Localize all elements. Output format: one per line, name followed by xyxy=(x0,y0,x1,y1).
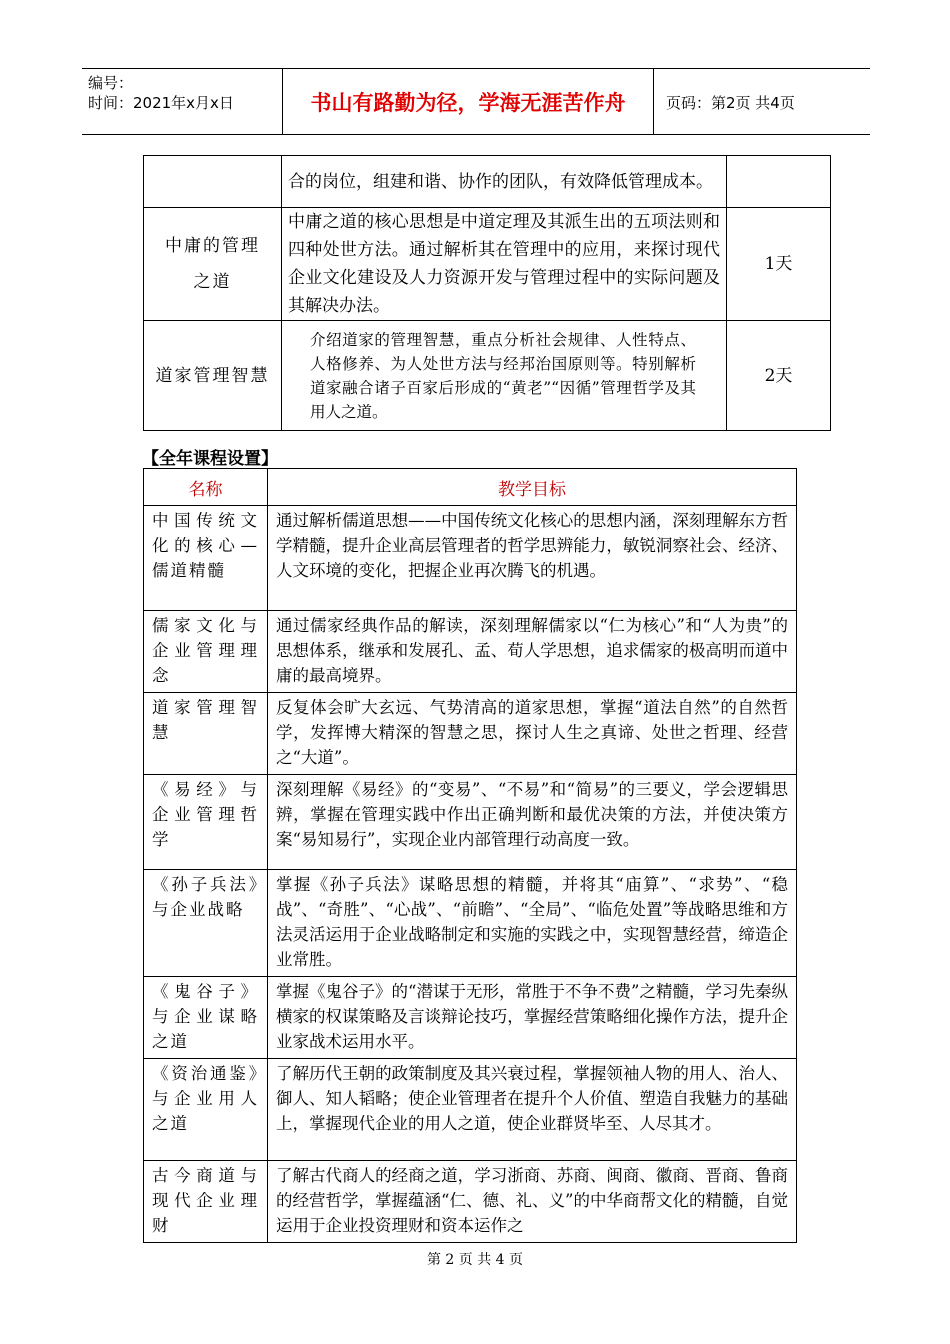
course-name-text: 中庸的管理之道 xyxy=(165,236,260,292)
table-row xyxy=(144,1059,797,1161)
table-row xyxy=(144,506,797,611)
table-header-row xyxy=(144,469,797,506)
table-row xyxy=(144,693,797,775)
table-row xyxy=(144,208,831,321)
page-label: 页码：第2页 共4页 xyxy=(666,94,795,112)
course-detail-table xyxy=(143,155,831,431)
course-goal: 通过解析儒道思想——中国传统文化核心的思想内涵，深刻理解东方哲学精髓，提升企业高层管理者的哲学思辨能力，敏锐洞察社会、经济、人文环境的变化，把握企业再次腾飞的机遇。 xyxy=(268,506,797,611)
column-header-name: 名称 xyxy=(144,469,268,506)
page-header xyxy=(82,68,870,135)
course-goal: 通过儒家经典作品的解读，深刻理解儒家以“仁为核心”和“人为贵”的思想体系，继承和发展孔、孟、荀人学思想，追求儒家的极高明而道中庸的最高境界。 xyxy=(268,611,797,693)
table-row xyxy=(144,775,797,870)
course-goal: 掌握《孙子兵法》谋略思想的精髓，并将其“庙算”、“求势”、“稳战”、“奇胜”、“心战”、“前瞻”、“全局”、“临危处置”等战略思维和方法灵活运用于企业战略制定和实施的实践之中，实现智慧经营，缔造企业常胜。 xyxy=(268,870,797,977)
header-left xyxy=(88,73,288,113)
column-header-goal: 教学目标 xyxy=(268,469,797,506)
time-label: 时间：2021年x月x日 xyxy=(88,94,234,112)
page-footer: 第 2 页 共 4 页 xyxy=(426,1252,524,1268)
course-days: 2天 xyxy=(727,321,831,431)
course-name: 《易经》与企业管理哲学 xyxy=(144,775,268,870)
course-name: 古今商道与现代企业理财 xyxy=(144,1161,268,1243)
course-goal: 了解历代王朝的政策制度及其兴衰过程，掌握领袖人物的用人、治人、御人、知人韬略；使企业管理者在提升个人价值、塑造自我魅力的基础上，掌握现代企业的用人之道，使企业群贤毕至、人尽其才。 xyxy=(268,1059,797,1161)
course-goal: 掌握《鬼谷子》的“潜谋于无形，常胜于不争不费”之精髓，学习先秦纵横家的权谋策略及言谈辩论技巧，掌握经营策略细化操作方法，提升企业家战术运用水平。 xyxy=(268,977,797,1059)
course-goal: 深刻理解《易经》的“变易”、“不易”和“简易”的三要义，学会逻辑思辨，掌握在管理实践中作出正确判断和最优决策的方法，并使决策方案“易知易行”，实现企业内部管理行动高度一致。 xyxy=(268,775,797,870)
section-title: 【全年课程设置】 xyxy=(142,449,278,469)
course-name xyxy=(144,208,282,321)
course-content: 合的岗位，组建和谐、协作的团队，有效降低管理成本。 xyxy=(282,156,727,208)
table-row xyxy=(144,156,831,208)
course-goal: 反复体会旷大玄远、气势清高的道家思想，掌握“道法自然”的自然哲学，发挥博大精深的智慧之思，探讨人生之真谛、处世之哲理、经营之“大道”。 xyxy=(268,693,797,775)
motto: 书山有路勤为径，学海无涯苦作舟 xyxy=(282,69,654,134)
table-row xyxy=(144,321,831,431)
course-name: 儒家文化与企业管理理念 xyxy=(144,611,268,693)
course-name: 道家管理智慧 xyxy=(144,321,282,431)
number-label: 编号： xyxy=(88,74,134,92)
table-row xyxy=(144,977,797,1059)
course-days: 1天 xyxy=(727,208,831,321)
table-row xyxy=(144,870,797,977)
course-name: 《资治通鉴》与企业用人之道 xyxy=(144,1059,268,1161)
course-name: 《鬼谷子》与企业谋略之道 xyxy=(144,977,268,1059)
course-goal: 了解古代商人的经商之道，学习浙商、苏商、闽商、徽商、晋商、鲁商的经营哲学，掌握蕴涵“仁、德、礼、义”的中华商帮文化的精髓，自觉运用于企业投资理财和资本运作之 xyxy=(268,1161,797,1243)
table-row xyxy=(144,1161,797,1243)
course-days xyxy=(727,156,831,208)
course-name: 道家管理智慧 xyxy=(144,693,268,775)
course-name: 中国传统文化的核心—儒道精髓 xyxy=(144,506,268,611)
course-name xyxy=(144,156,282,208)
course-name: 《孙子兵法》与企业战略 xyxy=(144,870,268,977)
course-content: 介绍道家的管理智慧，重点分析社会规律、人性特点、人格修养、为人处世方法与经邦治国原则等。特别解析道家融合诸子百家后形成的“黄老”“因循”管理哲学及其用人之道。 xyxy=(282,321,727,431)
table-row xyxy=(144,611,797,693)
annual-course-table xyxy=(143,468,797,1243)
course-content: 中庸之道的核心思想是中道定理及其派生出的五项法则和四种处世方法。通过解析其在管理中的应用，来探讨现代企业文化建设及人力资源开发与管理过程中的实际问题及其解决办法。 xyxy=(282,208,727,321)
